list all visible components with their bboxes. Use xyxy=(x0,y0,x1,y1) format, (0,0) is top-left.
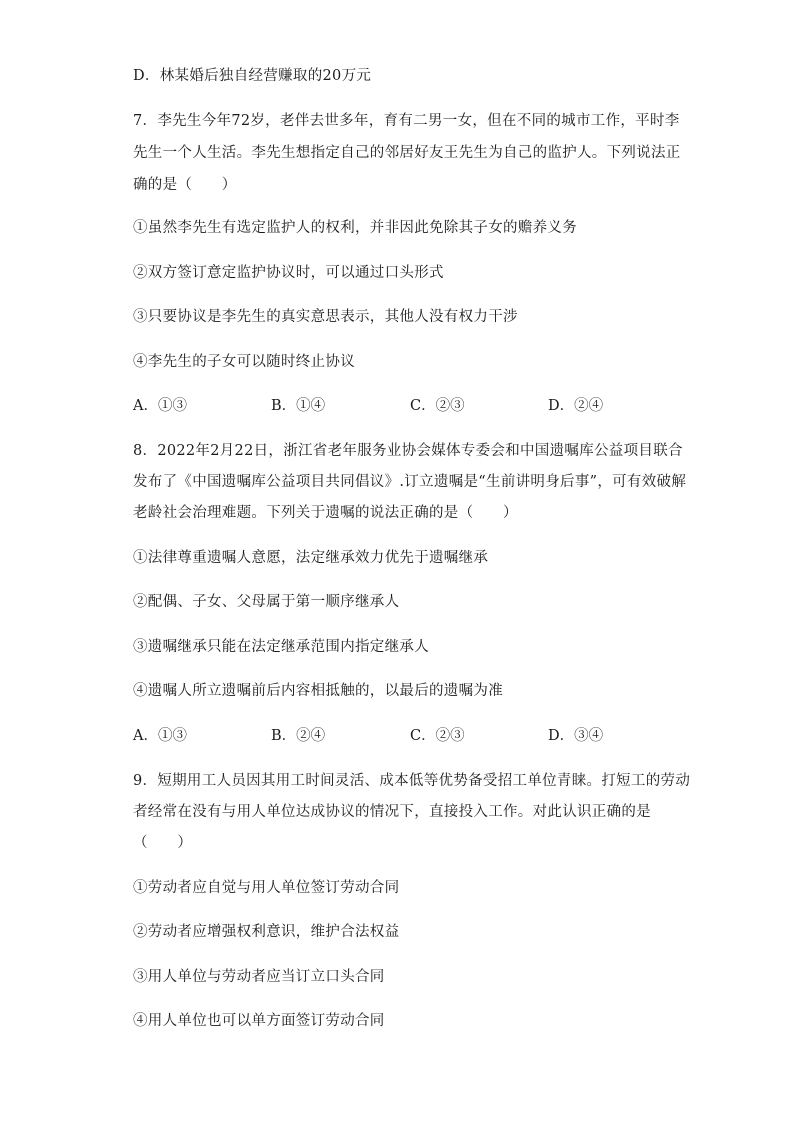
q9-statement-4: ④用人单位也可以单方面签订劳动合同 xyxy=(133,1013,385,1029)
q7-option-d: D．②④ xyxy=(548,398,604,414)
q7-statement-2: ②双方签订意定监护协议时，可以通过口头形式 xyxy=(133,265,444,281)
q8-statement-1: ①法律尊重遗嘱人意愿，法定继承效力优先于遗嘱继承 xyxy=(133,550,489,566)
q6-option-d: D．林某婚后独自经营赚取的20万元 xyxy=(133,68,372,84)
q9-statement-1: ①劳动者应自觉与用人单位签订劳动合同 xyxy=(133,880,400,896)
q9-statement-2: ②劳动者应增强权利意识，维护合法权益 xyxy=(133,924,400,940)
q8-option-a: A．①③ xyxy=(133,728,187,744)
q7-stem-line-3: 确的是（ ） xyxy=(133,177,237,193)
q7-statement-1: ①虽然李先生有选定监护人的权利，并非因此免除其子女的赡养义务 xyxy=(133,220,577,236)
q8-stem-line-1: 8．2022年2月22日，浙江省老年服务业协会媒体专委会和中国遗嘱库公益项目联合 xyxy=(133,443,683,459)
q8-option-d: D．③④ xyxy=(548,728,604,744)
q7-option-a: A．①③ xyxy=(133,398,187,414)
q7-stem-line-2: 先生一个人生活。李先生想指定自己的邻居好友王先生为自己的监护人。下列说法正 xyxy=(133,145,681,161)
q9-statement-3: ③用人单位与劳动者应当订立口头合同 xyxy=(133,969,385,985)
q8-statement-3: ③遗嘱继承只能在法定继承范围内指定继承人 xyxy=(133,639,429,655)
q7-option-c: C．②③ xyxy=(410,398,465,414)
q8-option-b: B．②④ xyxy=(271,728,326,744)
q9-stem-line-1: 9．短期用工人员因其用工时间灵活、成本低等优势备受招工单位青睐。打短工的劳动 xyxy=(133,773,691,789)
q8-statement-2: ②配偶、子女、父母属于第一顺序继承人 xyxy=(133,594,400,610)
q8-option-c: C．②③ xyxy=(410,728,465,744)
q8-statement-4: ④遗嘱人所立遗嘱前后内容相抵触的，以最后的遗嘱为准 xyxy=(133,683,503,699)
q7-statement-4: ④李先生的子女可以随时终止协议 xyxy=(133,354,355,370)
q7-statement-3: ③只要协议是李先生的真实意思表示，其他人没有权力干涉 xyxy=(133,309,518,325)
q9-stem-line-3: （ ） xyxy=(133,835,193,851)
q7-stem-line-1: 7．李先生今年72岁，老伴去世多年，育有二男一女，但在不同的城市工作，平时李 xyxy=(133,113,680,129)
q8-stem-line-3: 老龄社会治理难题。下列关于遗嘱的说法正确的是（ ） xyxy=(133,505,518,521)
q8-stem-line-2: 发布了《中国遗嘱库公益项目共同倡议》.订立遗嘱是“生前讲明身后事”，可有效破解 xyxy=(133,474,687,490)
q7-option-b: B．①④ xyxy=(271,398,326,414)
q9-stem-line-2: 者经常在没有与用人单位达成协议的情况下，直接投入工作。对此认识正确的是 xyxy=(133,804,651,820)
